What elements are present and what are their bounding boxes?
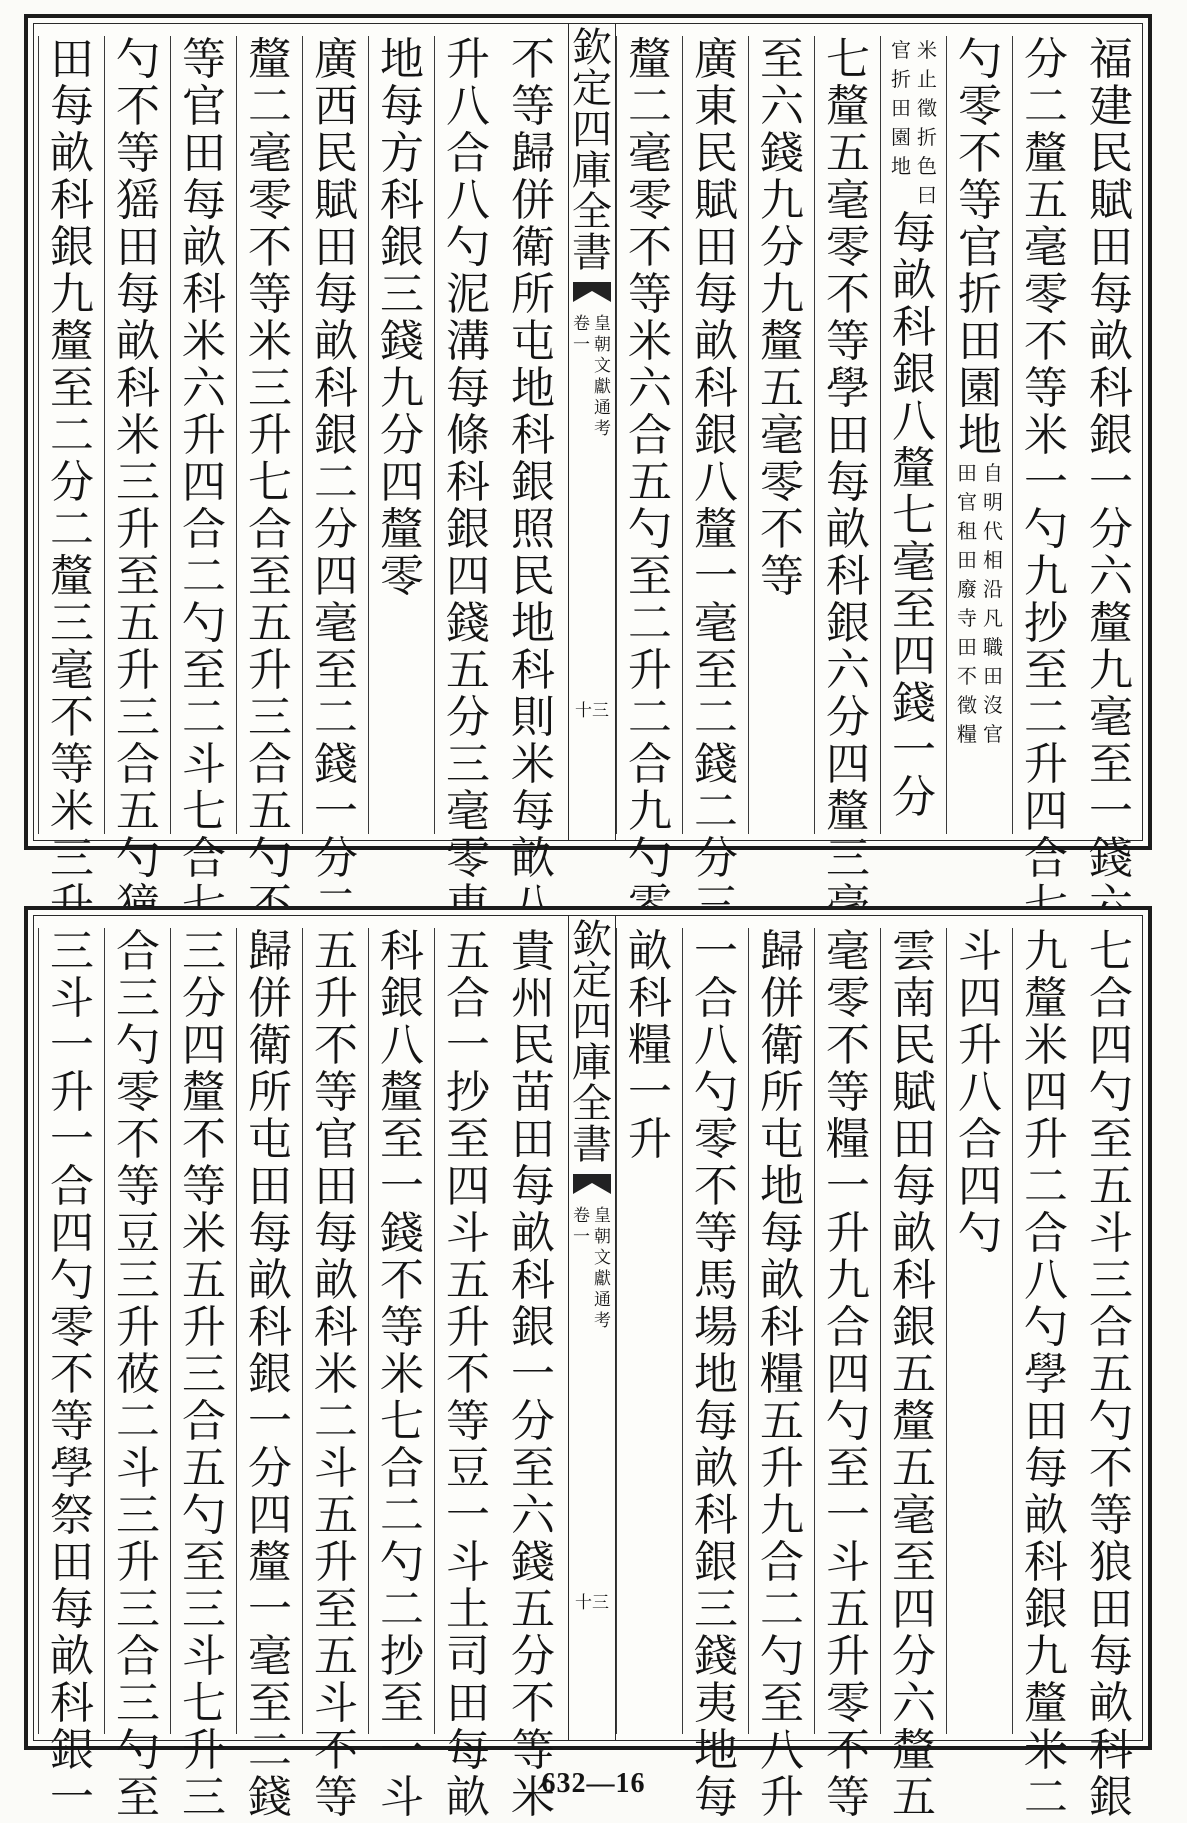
text-column: 釐 二 毫 零 不 等 米 六 合 五 勺 至 二 升 二 合 九 勺 [616, 36, 683, 834]
text-column: 一 合 八 勺 零 不 等 馬 場 地 每 畝 科 銀 三 錢 夷 地 每 [682, 928, 749, 1734]
text-column: 毫 零 不 等 糧 一 升 九 合 四 勺 至 一 斗 五 升 零 不 等 [814, 928, 881, 1734]
text-column: 貴 州 民 苗 田 每 畝 科 銀 一 分 至 六 錢 五 分 不 等 米 [511, 926, 555, 1823]
text-column: 廣 東 民 賦 田 每 畝 科 銀 八 釐 一 毫 至 二 錢 二 分 [682, 36, 749, 834]
text-column: 不 等 歸 併 衛 所 屯 地 科 銀 照 民 地 科 則 米 每 畝 [511, 34, 555, 884]
text-column: 等 官 田 每 畝 科 米 六 升 四 合 二 勺 至 二 斗 七 合 [170, 36, 237, 834]
book-subtitle-block [573, 314, 611, 440]
text-column: 勺 零 不 等 官 折 田 園 地 自 明 代 相 沿 凡 職 田 沒 官 田 官 租 田 廢 寺 田 不 徵 糧 [946, 36, 1013, 834]
text-column: 雲 南 民 賦 田 每 畝 科 銀 五 釐 五 毫 至 四 分 六 釐 五 [880, 928, 947, 1734]
text-column: 五 合 一 抄 至 四 斗 五 升 不 等 豆 一 斗 土 司 田 每 畝 [434, 928, 501, 1734]
text-column: 畝 科 糧 一 升 [616, 928, 683, 1734]
text-column: 田 每 畝 科 銀 九 釐 至 二 分 二 釐 三 毫 不 等 米 三 [38, 36, 105, 834]
text-column: 米 止 徵 折 色 曰 官 折 田 園 地 每 畝 科 銀 八 釐 七 毫 至 四 錢 一 分 [880, 36, 947, 834]
text-column: 五 升 不 等 官 田 每 畝 科 米 二 斗 五 升 至 五 斗 不 等 [302, 928, 369, 1734]
volume-label: 卷 一 [573, 314, 590, 355]
text-column: 九 釐 米 四 升 二 合 八 勺 學 田 每 畝 科 銀 九 釐 米 二 [1012, 928, 1079, 1734]
text-column: 福 建 民 賦 田 每 畝 科 銀 一 分 六 釐 九 毫 至 一 錢 [1089, 34, 1133, 884]
fishtail-ornament [573, 282, 611, 302]
center-strip [568, 24, 616, 840]
text-column: 地 每 方 科 銀 三 錢 九 分 四 釐 零 [368, 36, 435, 834]
book-name: 皇 朝 文 獻 通 考 [594, 314, 611, 439]
page-number: 632—16 [541, 1768, 646, 1799]
book-subtitle-block [573, 1206, 611, 1332]
interlinear-note: 米 止 徵 折 色 曰 官 折 田 園 地 [891, 38, 937, 207]
text-column: 合 三 勺 零 不 等 豆 三 升 莜 二 斗 三 升 三 合 三 勺 至 [104, 928, 171, 1734]
text-column: 歸 併 衛 所 屯 田 每 畝 科 銀 一 分 四 釐 一 毫 至 二 錢 [236, 928, 303, 1734]
text-column: 廣 西 民 賦 田 每 畝 科 銀 二 分 四 毫 至 二 錢 一 分 [302, 36, 369, 834]
book-title: 欽 定 四 庫 全 書 [572, 917, 612, 1168]
text-column: 升 八 合 八 勺 泥 溝 每 條 科 銀 四 錢 五 分 三 毫 零 [434, 36, 501, 834]
center-strip [568, 916, 616, 1740]
book-title: 欽 定 四 庫 全 書 [572, 25, 612, 276]
folio-number: 十三 [575, 1593, 609, 1613]
text-column: 釐 二 毫 零 不 等 米 三 升 七 合 至 五 升 三 合 五 勺 [236, 36, 303, 834]
text-column: 科 銀 八 釐 至 一 錢 不 等 米 七 合 二 勺 二 抄 至 一 斗 [368, 928, 435, 1734]
text-column: 三 斗 一 升 一 合 四 勺 零 不 等 學 祭 田 每 畝 科 銀 一 [38, 928, 105, 1734]
text-column: 七 合 四 勺 至 五 斗 三 合 五 勺 不 等 狼 田 每 畝 科 銀 [1089, 926, 1133, 1823]
folio-number: 十三 [575, 701, 609, 721]
text-column: 斗 四 升 八 合 四 勺 [946, 928, 1013, 1734]
book-name: 皇 朝 文 獻 通 考 [594, 1206, 611, 1331]
top-page [24, 14, 1152, 884]
text-column: 至 六 錢 九 分 九 釐 五 毫 零 不 等 [748, 36, 815, 834]
text-column: 歸 併 衛 所 屯 地 每 畝 科 糧 五 升 九 合 二 勺 至 八 升 [748, 928, 815, 1734]
interlinear-note: 自 明 代 相 沿 凡 職 田 沒 官 田 官 租 田 廢 寺 田 不 徵 糧 [957, 461, 1003, 746]
text-column: 勺 不 等 猺 田 每 畝 科 米 三 升 至 五 升 三 合 五 勺 [104, 36, 171, 834]
volume-label: 卷 一 [573, 1206, 590, 1247]
text-column: 三 分 四 釐 不 等 米 五 升 三 合 五 勺 至 三 斗 七 升 三 [170, 928, 237, 1734]
text-column: 分 二 釐 五 毫 零 不 等 米 一 勺 九 抄 至 二 升 四 合 [1012, 36, 1079, 834]
fishtail-ornament [573, 1174, 611, 1194]
text-column: 七 釐 五 毫 零 不 等 學 田 每 畝 科 銀 六 分 四 釐 三 [814, 36, 881, 834]
